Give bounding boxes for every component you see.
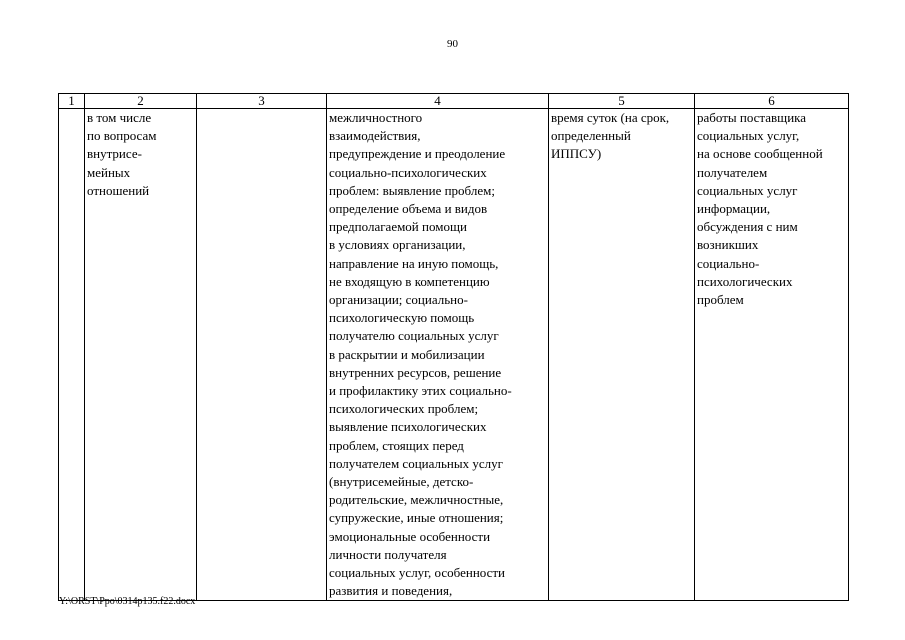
document-table [58, 93, 849, 601]
table-cell [197, 109, 327, 601]
table-header-row [59, 94, 849, 109]
table-cell [695, 109, 849, 601]
table-cell [85, 109, 197, 601]
table-cell [327, 109, 549, 601]
column-header: 6 [695, 94, 849, 109]
column-header: 5 [549, 94, 695, 109]
column-header: 3 [197, 94, 327, 109]
table-row [59, 109, 849, 601]
column-header: 4 [327, 94, 549, 109]
cell-text: в том числе по вопросам внутрисе- мейных отношений [87, 110, 157, 198]
cell-text: межличностного взаимодействия, предупреждение и преодоление социально-психологических проблем: выявление проблем; определение объема и видов предполагаемой помощи в условиях организации, направление на иную помощь, не входящую в компетенцию организации; социально- психологическую помощь получателю социальных услуг в раскрытии и мобилизации внутренних ресурсов, решение и профилактику этих социально- психологических проблем; выявление психологических проблем, стоящих перед получателем социальных услуг (внутрисемейные, детско- родительские, межличностные, супружеские, иные отношения; эмоциональные особенности личности получателя социальных услуг, особенности развития и поведения, [329, 110, 512, 599]
cell-text: время суток (на срок, определенный ИППСУ) [551, 110, 670, 162]
page-number: 90 [447, 38, 458, 50]
column-header: 1 [59, 94, 85, 109]
table-cell [549, 109, 695, 601]
footer-file-path: Y:\ORST\Ppo\0314p135.f22.docx [59, 596, 196, 607]
table-cell [59, 109, 85, 601]
column-header: 2 [85, 94, 197, 109]
cell-text: работы поставщика социальных услуг, на основе сообщенной получателем социальных услуг информации, обсуждения с ним возникших социально- психологических проблем [697, 110, 823, 308]
